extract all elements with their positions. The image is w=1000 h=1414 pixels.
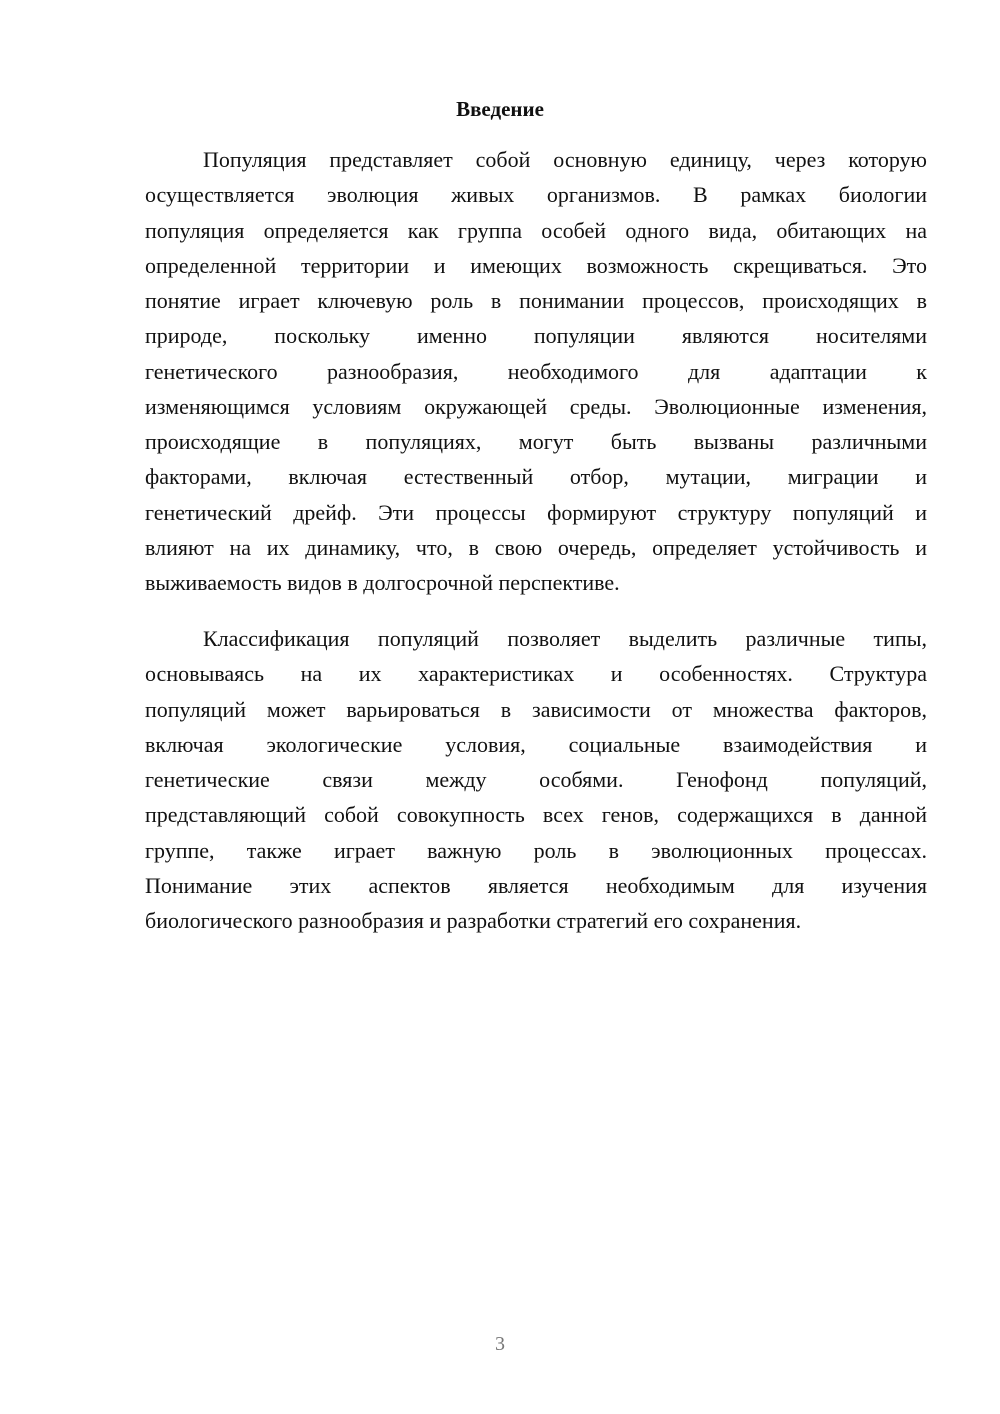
text-line: популяций может варьироваться в зависимости от множества факторов, bbox=[145, 696, 927, 722]
text-line: факторами, включая естественный отбор, мутации, миграции и bbox=[145, 464, 927, 490]
text-line: генетический дрейф. Эти процессы формируют структуру популяций и bbox=[145, 499, 927, 525]
text-line: определенной территории и имеющих возможность скрещиваться. Это bbox=[145, 252, 927, 278]
text-line: Популяция представляет собой основную единицу, через которую bbox=[203, 147, 927, 172]
paragraph-1 bbox=[145, 142, 927, 600]
text-line: Понимание этих аспектов является необходимым для изучения bbox=[145, 872, 927, 898]
text-line: осуществляется эволюция живых организмов. В рамках биологии bbox=[145, 182, 927, 208]
text-line: генетические связи между особями. Генофонд популяций, bbox=[145, 767, 927, 792]
text-line: природе, поскольку именно популяции являются носителями bbox=[145, 323, 927, 349]
text-line: генетического разнообразия, необходимого для адаптации к bbox=[145, 358, 927, 384]
text-line: изменяющимся условиям окружающей среды. Эволюционные изменения, bbox=[145, 393, 927, 419]
text-line: влияют на их динамику, что, в свою очередь, определяет устойчивость и bbox=[145, 534, 927, 560]
page-number: 3 bbox=[495, 1333, 505, 1355]
text-line: выживаемость видов в долгосрочной перспективе. bbox=[145, 570, 620, 595]
text-line: понятие играет ключевую роль в понимании процессов, происходящих в bbox=[145, 288, 927, 313]
text-line: включая экологические условия, социальные взаимодействия и bbox=[145, 731, 927, 757]
section-heading: Введение bbox=[456, 97, 544, 121]
text-line: основываясь на их характеристиках и особенностях. Структура bbox=[145, 661, 927, 687]
text-line: группе, также играет важную роль в эволюционных процессах. bbox=[145, 837, 927, 863]
text-line: биологического разнообразия и разработки стратегий его сохранения. bbox=[145, 908, 802, 933]
text-line: популяция определяется как группа особей одного вида, обитающих на bbox=[145, 217, 927, 243]
text-line: происходящие в популяциях, могут быть вызваны различными bbox=[145, 429, 927, 454]
text-line: представляющий собой совокупность всех генов, содержащихся в данной bbox=[145, 802, 927, 828]
paragraph-2 bbox=[145, 621, 927, 938]
text-line: Классификация популяций позволяет выделить различные типы, bbox=[203, 626, 927, 651]
